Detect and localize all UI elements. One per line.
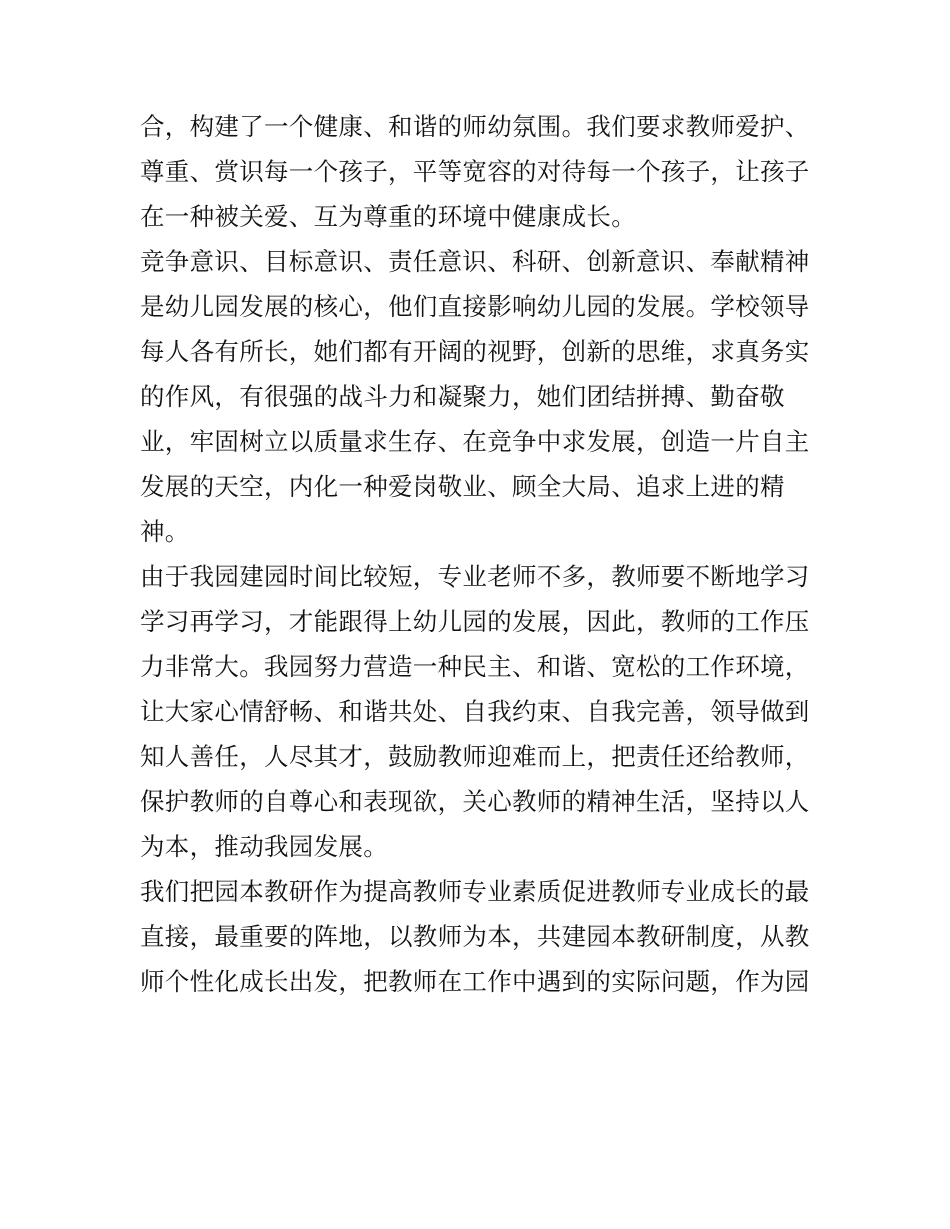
text-line: 在一种被关爱、互为尊重的环境中健康成长。	[140, 202, 636, 231]
document-body	[140, 104, 820, 1004]
text-line: 保护教师的自尊心和表现欲，关心教师的精神生活，坚持以人	[140, 787, 810, 816]
text-line: 尊重、赏识每一个孩子，平等宽容的对待每一个孩子，让孩子	[140, 157, 810, 186]
paragraph-1	[140, 104, 820, 239]
text-line: 我们把园本教研作为提高教师专业素质促进教师专业成长的最	[140, 877, 810, 906]
text-line: 力非常大。我园努力营造一种民主、和谐、宽松的工作环境，	[140, 652, 810, 681]
text-line: 学习再学习，才能跟得上幼儿园的发展，因此，教师的工作压	[140, 607, 810, 636]
text-line: 的作风，有很强的战斗力和凝聚力，她们团结拼搏、勤奋敬	[140, 382, 785, 411]
text-line: 合，构建了一个健康、和谐的师幼氛围。我们要求教师爱护、	[140, 112, 810, 141]
paragraph-2	[140, 239, 820, 554]
paragraph-4	[140, 869, 820, 1004]
text-line: 神。	[140, 517, 190, 546]
text-line: 知人善任，人尽其才，鼓励教师迎难而上，把责任还给教师，	[140, 742, 810, 771]
text-line: 每人各有所长，她们都有开阔的视野，创新的思维，求真务实	[140, 337, 810, 366]
text-line: 业，牢固树立以质量求生存、在竞争中求发展，创造一片自主	[140, 427, 810, 456]
text-line: 由于我园建园时间比较短，专业老师不多，教师要不断地学习	[140, 562, 810, 591]
text-line: 是幼儿园发展的核心，他们直接影响幼儿园的发展。学校领导	[140, 292, 810, 321]
text-line: 让大家心情舒畅、和谐共处、自我约束、自我完善，领导做到	[140, 697, 810, 726]
text-line: 为本，推动我园发展。	[140, 832, 388, 861]
paragraph-3	[140, 554, 820, 869]
text-line: 直接，最重要的阵地，以教师为本，共建园本教研制度，从教	[140, 922, 810, 951]
text-line: 竞争意识、目标意识、责任意识、科研、创新意识、奉献精神	[140, 247, 810, 276]
text-line: 师个性化成长出发，把教师在工作中遇到的实际问题，作为园	[140, 967, 810, 996]
text-line: 发展的天空，内化一种爱岗敬业、顾全大局、追求上进的精	[140, 472, 785, 501]
